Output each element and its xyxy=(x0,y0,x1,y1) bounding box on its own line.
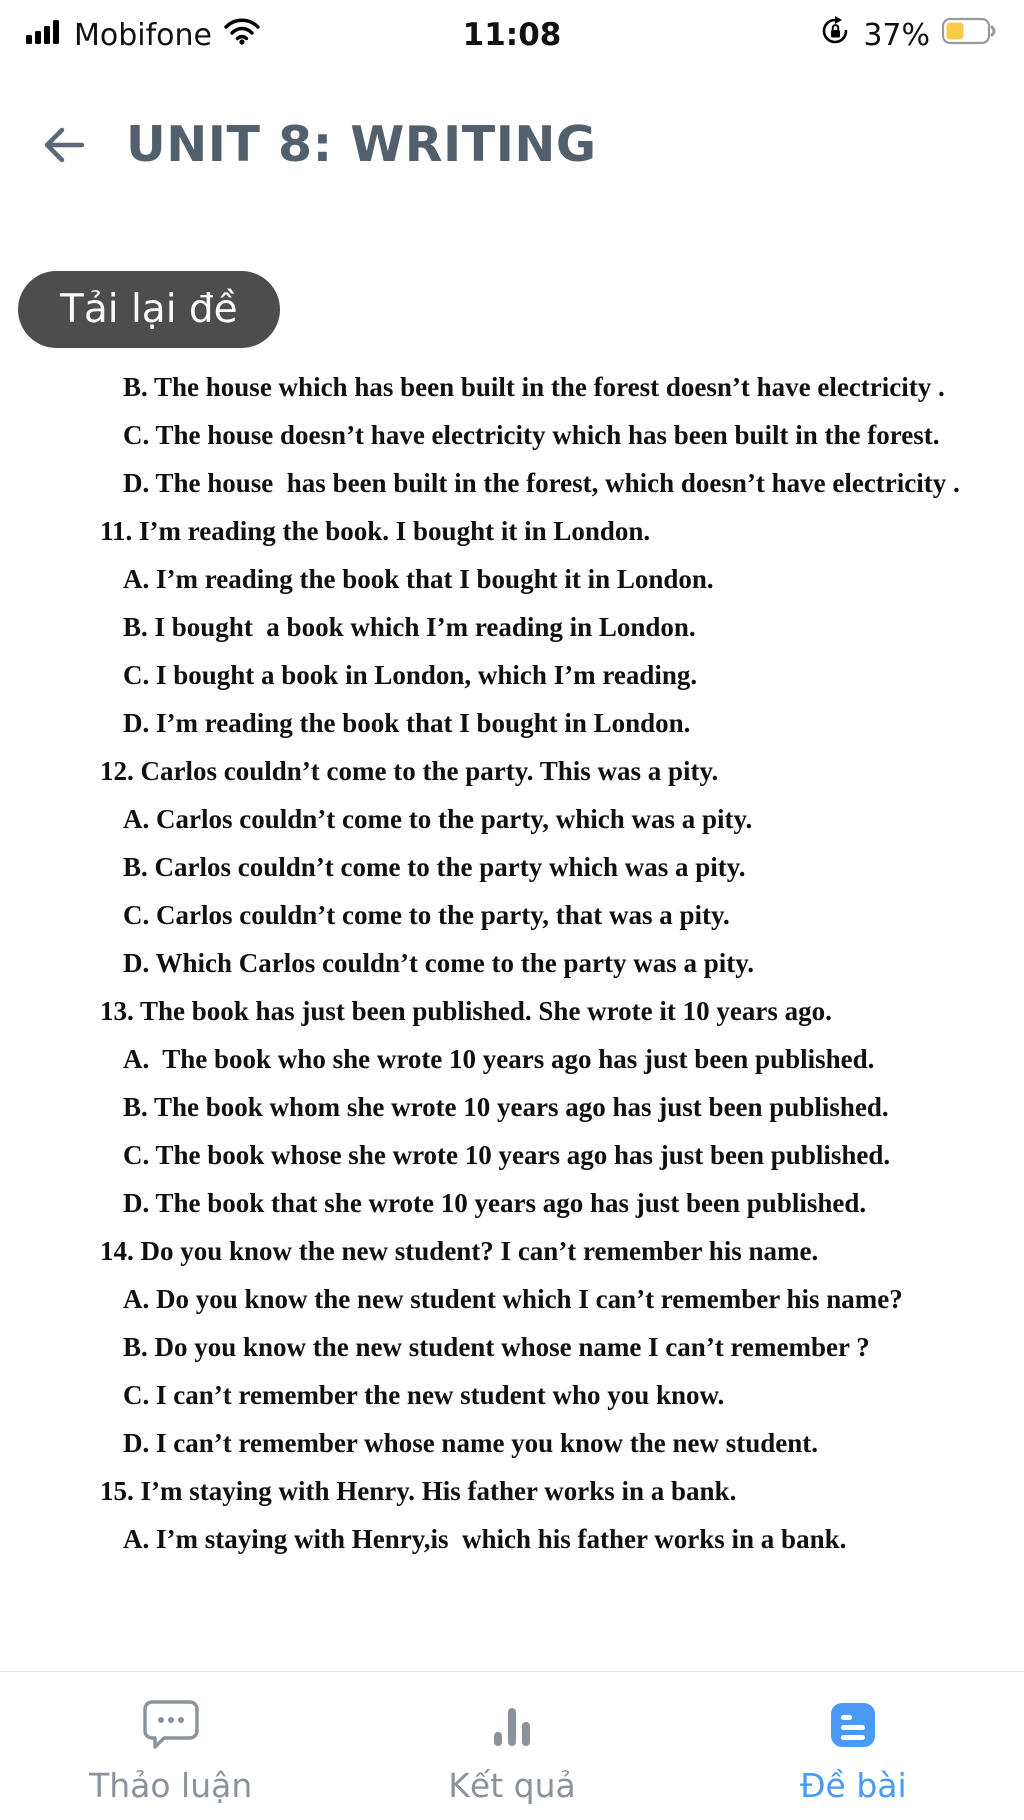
quiz-line: A. I’m staying with Henry,is which his father works in a bank. xyxy=(123,1524,847,1554)
quiz-line: C. Carlos couldn’t come to the party, that was a pity. xyxy=(123,900,730,930)
quiz-line: A. Do you know the new student which I can’t remember his name? xyxy=(123,1284,903,1314)
bottom-nav xyxy=(0,1672,1024,1820)
nav-label-exam: Đề bài xyxy=(799,1765,907,1805)
quiz-line: D. I can’t remember whose name you know the new student. xyxy=(123,1428,818,1458)
quiz-line: B. Carlos couldn’t come to the party which was a pity. xyxy=(123,852,746,882)
quiz-line: D. The house has been built in the forest, which doesn’t have electricity . xyxy=(123,468,960,498)
back-button[interactable] xyxy=(40,125,88,165)
quiz-line: A. Carlos couldn’t come to the party, which was a pity. xyxy=(123,804,753,834)
quiz-line: 11. I’m reading the book. I bought it in London. xyxy=(100,516,651,546)
quiz-line: A. I’m reading the book that I bought it in London. xyxy=(123,564,714,594)
page-header xyxy=(40,116,988,173)
quiz-line: 14. Do you know the new student? I can’t remember his name. xyxy=(100,1236,819,1266)
nav-tab-exam[interactable] xyxy=(683,1672,1024,1820)
question-list xyxy=(0,372,1024,1555)
reload-exam-button[interactable]: Tải lại đề xyxy=(18,271,280,348)
quiz-line: C. I bought a book in London, which I’m reading. xyxy=(123,660,698,690)
nav-tab-results[interactable] xyxy=(341,1672,682,1820)
chat-icon xyxy=(142,1694,200,1750)
quiz-line: D. I’m reading the book that I bought in London. xyxy=(123,708,691,738)
quiz-line: 12. Carlos couldn’t come to the party. This was a pity. xyxy=(100,756,719,786)
clock: 11:08 xyxy=(462,17,562,53)
quiz-line: B. Do you know the new student whose name I can’t remember ? xyxy=(123,1332,870,1362)
quiz-line: B. I bought a book which I’m reading in London. xyxy=(123,612,696,642)
quiz-line: C. The house doesn’t have electricity which has been built in the forest. xyxy=(123,420,940,450)
quiz-line: C. I can’t remember the new student who you know. xyxy=(123,1380,725,1410)
quiz-line: 13. The book has just been published. She wrote it 10 years ago. xyxy=(100,996,832,1026)
status-bar xyxy=(0,0,1024,64)
quiz-line: 15. I’m staying with Henry. His father works in a bank. xyxy=(100,1476,737,1506)
page-title: UNIT 8: WRITING xyxy=(126,116,597,173)
document-icon xyxy=(828,1694,878,1750)
quiz-line: A. The book who she wrote 10 years ago has just been published. xyxy=(123,1044,875,1074)
carrier-label: Mobifone xyxy=(74,17,213,53)
nav-label-discussion: Thảo luận xyxy=(89,1765,253,1805)
battery-percent-label: 37% xyxy=(863,17,930,53)
nav-tab-discussion[interactable] xyxy=(0,1672,341,1820)
bar-chart-icon xyxy=(487,1694,537,1750)
quiz-line: B. The house which has been built in the forest doesn’t have electricity . xyxy=(123,372,945,402)
quiz-line: D. The book that she wrote 10 years ago has just been published. xyxy=(123,1188,867,1218)
quiz-line: B. The book whom she wrote 10 years ago has just been published. xyxy=(123,1092,889,1122)
nav-label-results: Kết quả xyxy=(448,1765,576,1805)
quiz-line: C. The book whose she wrote 10 years ago has just been published. xyxy=(123,1140,891,1170)
quiz-line: D. Which Carlos couldn’t come to the party was a pity. xyxy=(123,948,754,978)
